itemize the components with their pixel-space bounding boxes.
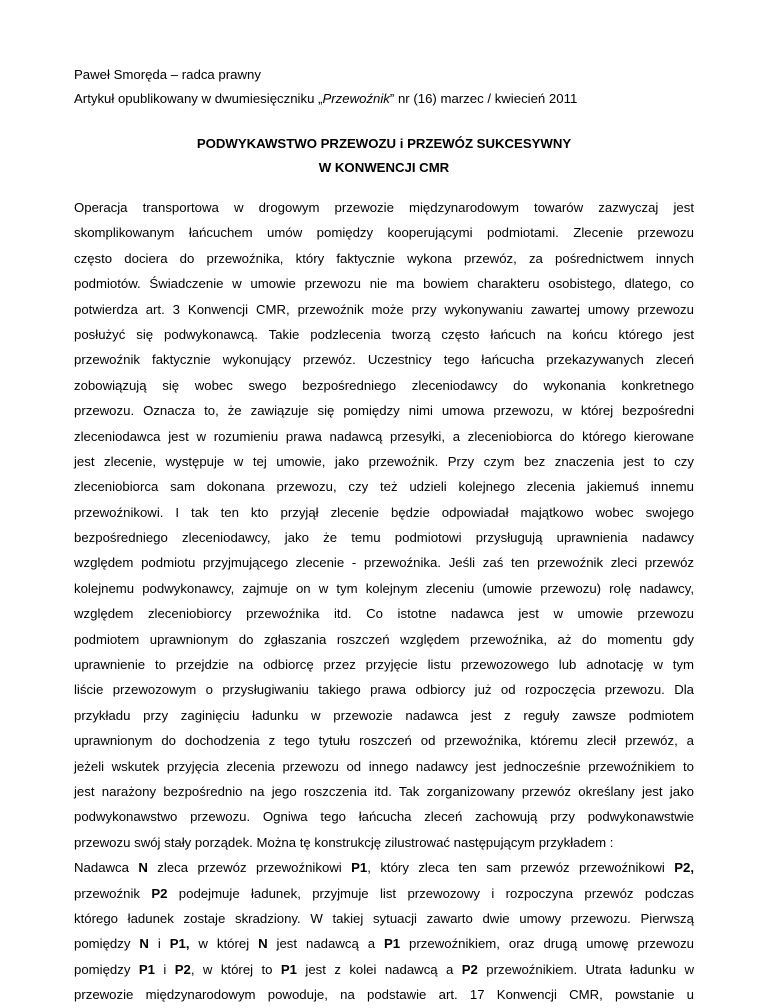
body-line: przewozu swój stały porządek. Można tę konstrukcję zilustrować następującym przykładem : — [74, 834, 614, 850]
magazine-name: Przewoźnik — [322, 91, 390, 106]
example-text: pomiędzy — [74, 961, 139, 977]
example-line — [74, 931, 694, 956]
party-label: P2, — [674, 860, 694, 876]
party-label: N — [138, 860, 148, 876]
party-label: P1 — [280, 961, 298, 977]
example-text: podejmuje ładunek, przyjmuje list przewozowy i rozpoczyna przewóz podczas — [167, 885, 694, 901]
example-text: przewoźnikiem. Utrata ładunku w — [477, 961, 694, 977]
body-line: względem zleceniobiorcy przewoźnika itd. Co istotne nadawca jest w umowie przewozu — [74, 606, 694, 622]
party-label: P2 — [151, 885, 168, 901]
party-label: N — [139, 936, 149, 952]
example-text: przewozie międzynarodowym powoduje, na podstawie art. 17 Konwencji CMR, powstanie u — [74, 987, 694, 1003]
publication-line — [74, 87, 577, 111]
example-text: jest nadawcą a — [267, 936, 384, 952]
body-line: uprawnionym do dochodzenia z tego tytułu roszczeń od przewoźnika, któremu zlecił przewóz, a — [74, 733, 694, 749]
body-line: przewoźnik faktycznie wykonujący przewóz. Uczestnicy tego łańcucha przekazywanych zleceń — [74, 352, 694, 368]
body-line: podwykonawstwo przewozu. Ogniwa tego łańcucha zleceń zachowują przy podwykonawstwie — [74, 809, 694, 825]
document-header — [74, 63, 577, 111]
example-text: Nadawca — [74, 860, 139, 876]
party-label: P1 — [138, 961, 155, 977]
example-line — [74, 855, 694, 880]
example-text: i — [154, 961, 175, 977]
example-text: i — [148, 936, 170, 952]
body-line: zleceniodawca jest w rozumieniu prawa nadawcą przesyłki, a zleceniobiorca do którego kierowane — [74, 428, 694, 444]
example-text: którego ładunek zostaje skradziony. W takiej sytuacji zawarto dwie umowy przewozu. Pierwszą — [74, 910, 694, 926]
body-line: jest zlecenie, występuje w tej umowie, jako przewoźnik. Przy czym bez znaczenia jest to czy — [74, 453, 694, 469]
author-line: Paweł Smoręda – radca prawny — [74, 67, 261, 82]
body-line: zleceniobiorca sam dokonana przewozu, czy też udzieli kolejnego zlecenia jakiemuś innemu — [74, 479, 694, 495]
publication-suffix: ” nr (16) marzec / kwiecień 2011 — [389, 91, 578, 106]
party-label: P2 — [461, 961, 478, 977]
example-text: zleca przewóz przewoźnikowi — [147, 860, 352, 876]
body-line: przewoźnikowi. I tak ten kto przyjął zlecenie będzie odpowiadał majątkowo wobec swojego — [74, 504, 694, 520]
body-line: liście przewozowym o przysługiwaniu takiego prawa odbiorcy już od rozpoczęcia przewozu. Dla — [74, 682, 694, 698]
body-line: przykładu przy zaginięciu ładunku w przewozie nadawca jest z reguły zawsze podmiotem — [74, 707, 694, 723]
example-text: pomiędzy — [74, 936, 140, 952]
body-line: bezpośredniego zleceniodawcy, jako że temu podmiotowi przysługują uprawnienia nadawcy — [74, 530, 694, 546]
article-body — [74, 195, 694, 1008]
party-label: N — [258, 936, 268, 952]
body-line: skomplikowanym łańcuchem umów pomiędzy kooperującymi podmiotami. Zlecenie przewozu — [74, 225, 694, 241]
body-line: często dociera do przewoźnika, który faktycznie wykona przewóz, za pośrednictwem innych — [74, 250, 694, 266]
body-line: Operacja transportowa w drogowym przewozie międzynarodowym towarów zazwyczaj jest — [74, 200, 694, 215]
example-text: , w której to — [190, 961, 281, 977]
body-line: podmiotem uprawnionym do zgłaszania roszczeń względem przewoźnika, aż do momentu gdy — [74, 631, 694, 647]
body-line: kolejnemu podwykonawcy, zajmuje on w tym kolejnym zleceniu (umowie przewozu) rolę nadawcy, — [74, 580, 694, 596]
body-line: względem podmiotu przyjmującego zlecenie - przewoźnika. Jeśli zaś ten przewoźnik zleci przewóz — [74, 555, 694, 571]
party-label: P1 — [383, 936, 401, 952]
title-line-2: W KONWENCJI CMR — [318, 160, 450, 175]
example-text: jest z kolei nadawcą a — [297, 961, 462, 977]
body-line: jest narażony bezpośrednio na jego roszczenia itd. Tak zorganizowany przewóz określany jest jako — [74, 783, 694, 799]
article-title — [0, 132, 768, 180]
body-line: potwierdza art. 3 Konwencji CMR, przewoźnik może przy wykonywaniu zawartej umowy przewozu — [74, 301, 694, 317]
example-line — [74, 881, 694, 906]
body-line: posłużyć się podwykonawcą. Takie podzlecenia tworzą często łańcuch na końcu którego jest — [74, 326, 694, 342]
body-line: uprawnienie to przejdzie na odbiorcę przez przyjęcie listu przewozowego lub adnotację w tym — [74, 657, 694, 673]
body-line: jeżeli wskutek przyjęcia zlecenia przewozu od innego nadawcy jest jednocześnie przewoźnikiem to — [74, 758, 694, 774]
example-text: w której — [189, 936, 259, 952]
party-label: P2 — [174, 961, 191, 977]
body-line: przewozu. Oznacza to, że zawiązuje się pomiędzy nimi umowa przewozu, w której bezpośredni — [74, 403, 694, 419]
party-label: P1 — [351, 860, 368, 876]
party-label: P1, — [169, 936, 190, 952]
example-line — [74, 982, 694, 1007]
body-line: podmiotów. Świadczenie w umowie przewozu nie ma bowiem charakteru osobistego, dlatego, co — [74, 276, 694, 292]
example-text: , który zleca ten sam przewóz przewoźnikowi — [367, 860, 675, 876]
example-line — [74, 906, 694, 931]
publication-prefix: Artykuł opublikowany w dwumiesięczniku „ — [74, 91, 323, 106]
title-line-1: PODWYKAWSTWO PRZEWOZU i PRZEWÓZ SUKCESYWNY — [196, 136, 572, 151]
example-line — [74, 957, 694, 982]
example-text: przewoźnikiem, oraz drugą umowę przewozu — [400, 936, 694, 952]
body-line: zobowiązują się wobec swego bezpośredniego zleceniodawcy do wykonania konkretnego — [74, 377, 694, 393]
example-text: przewoźnik — [74, 885, 152, 901]
